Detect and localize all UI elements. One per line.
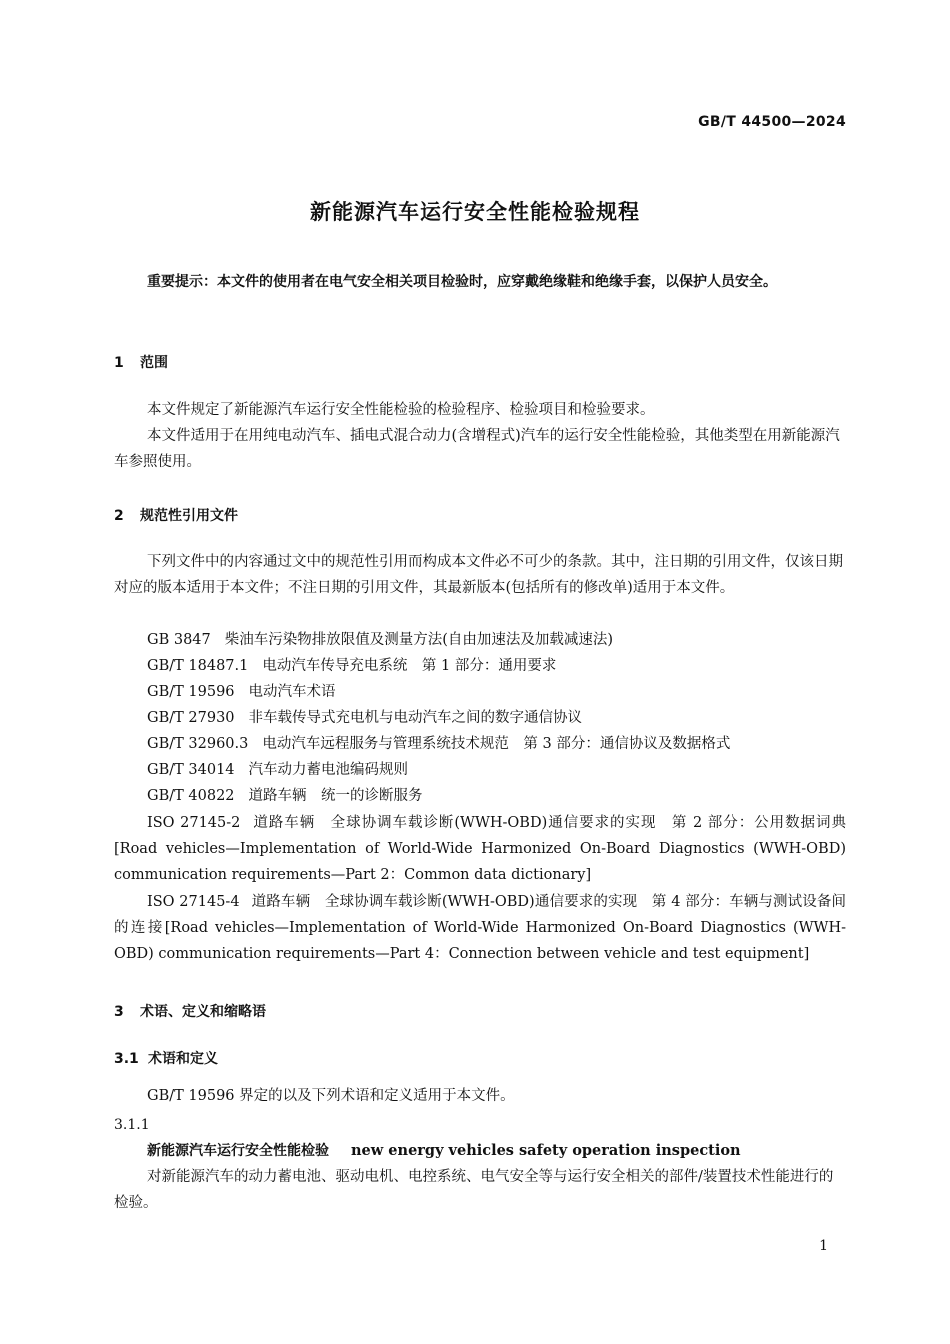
safety-notice: 重要提示：本文件的使用者在电气安全相关项目检验时，应穿戴绝缘鞋和绝缘手套，以保护人员安全。 [147,274,777,290]
term-definition: 对新能源汽车的动力蓄电池、驱动电机、电控系统、电气安全等与运行安全相关的部件/装置技术性能进行的检验。 [114,1169,834,1211]
reference-title: 非车载传导式充电机与电动汽车之间的数字通信协议 [248,710,583,726]
reference-item [147,731,730,757]
reference-item [147,783,423,809]
reference-item [147,653,556,679]
page-number: 1 [819,1238,828,1254]
reference-item [147,757,408,783]
reference-title: 电动汽车术语 [248,684,336,700]
reference-title: 电动汽车远程服务与管理系统技术规范 第 3 部分：通信协议及数据格式 [262,736,731,752]
standard-code: GB/T 44500—2024 [698,114,846,130]
term-chinese: 新能源汽车运行安全性能检验 [147,1143,329,1159]
reference-code: GB/T 34014 [147,762,235,778]
term-number: 3.1.1 [114,1117,150,1133]
reference-code: GB/T 32960.3 [147,736,249,752]
reference-title: 电动汽车传导充电系统 第 1 部分：通用要求 [262,658,557,674]
reference-item [114,810,846,888]
scope-paragraph-1: 本文件规定了新能源汽车运行安全性能检验的检验程序、检验项目和检验要求。 [147,402,655,418]
terms-intro-text: GB/T 19596 界定的以及下列术语和定义适用于本文件。 [147,1088,515,1104]
reference-title: 道路车辆 统一的诊断服务 [248,788,423,804]
section-title: 术语、定义和缩略语 [140,1004,266,1020]
section-title: 范围 [140,355,168,371]
reference-item [147,679,336,705]
reference-code: GB/T 27930 [147,710,235,726]
section-number: 3.1 [114,1051,139,1067]
section-3-heading [114,1001,266,1021]
reference-title: 柴油车污染物排放限值及测量方法(自由加速法及加载减速法) [224,632,614,648]
reference-code: GB/T 18487.1 [147,658,249,674]
term-english: new energy vehicles safety operation inspection [351,1142,741,1159]
section-1-heading [114,352,168,372]
section-number: 3 [114,1004,124,1020]
document-title: 新能源汽车运行安全性能检验规程 [310,200,640,224]
reference-title: 汽车动力蓄电池编码规则 [248,762,409,778]
reference-code: GB/T 19596 [147,684,235,700]
reference-code: GB/T 40822 [147,788,235,804]
section-title: 规范性引用文件 [140,508,238,524]
reference-item [147,705,582,731]
subsection-3-1-heading [114,1048,218,1068]
scope-paragraph-2: 本文件适用于在用纯电动汽车、插电式混合动力(含增程式)汽车的运行安全性能检验，其他类型在用新能源汽车参照使用。 [114,428,840,470]
term-entry [147,1140,741,1160]
section-title: 术语和定义 [148,1051,218,1067]
reference-code: ISO 27145-2 [147,815,241,831]
reference-code: GB 3847 [147,632,211,648]
section-number: 1 [114,355,124,371]
reference-code: ISO 27145-4 [147,894,240,910]
section-2-heading [114,505,238,525]
section-number: 2 [114,508,124,524]
reference-title: 道路车辆 全球协调车载诊断(WWH-OBD)通信要求的实现 第 2 部分：公用数据词典[Road vehicles—Implementation of World-Wide Harmonized On-Board Diagnostics (WWH-OBD) communication requirements—Part 2：Common data dictionary] [114,815,846,883]
reference-title: 道路车辆 全球协调车载诊断(WWH-OBD)通信要求的实现 第 4 部分：车辆与测试设备间的连接[Road vehicles—Implementation of World-Wide Harmonized On-Board Diagnostics (WWH-OBD) communication requirements—Part 4：Connection between vehicle and test equipment] [114,894,846,962]
normative-references-intro: 下列文件中的内容通过文中的规范性引用而构成本文件必不可少的条款。其中，注日期的引用文件，仅该日期对应的版本适用于本文件；不注日期的引用文件，其最新版本(包括所有的修改单)适用于本文件。 [114,554,843,596]
reference-item [114,889,846,967]
reference-item [147,627,613,653]
